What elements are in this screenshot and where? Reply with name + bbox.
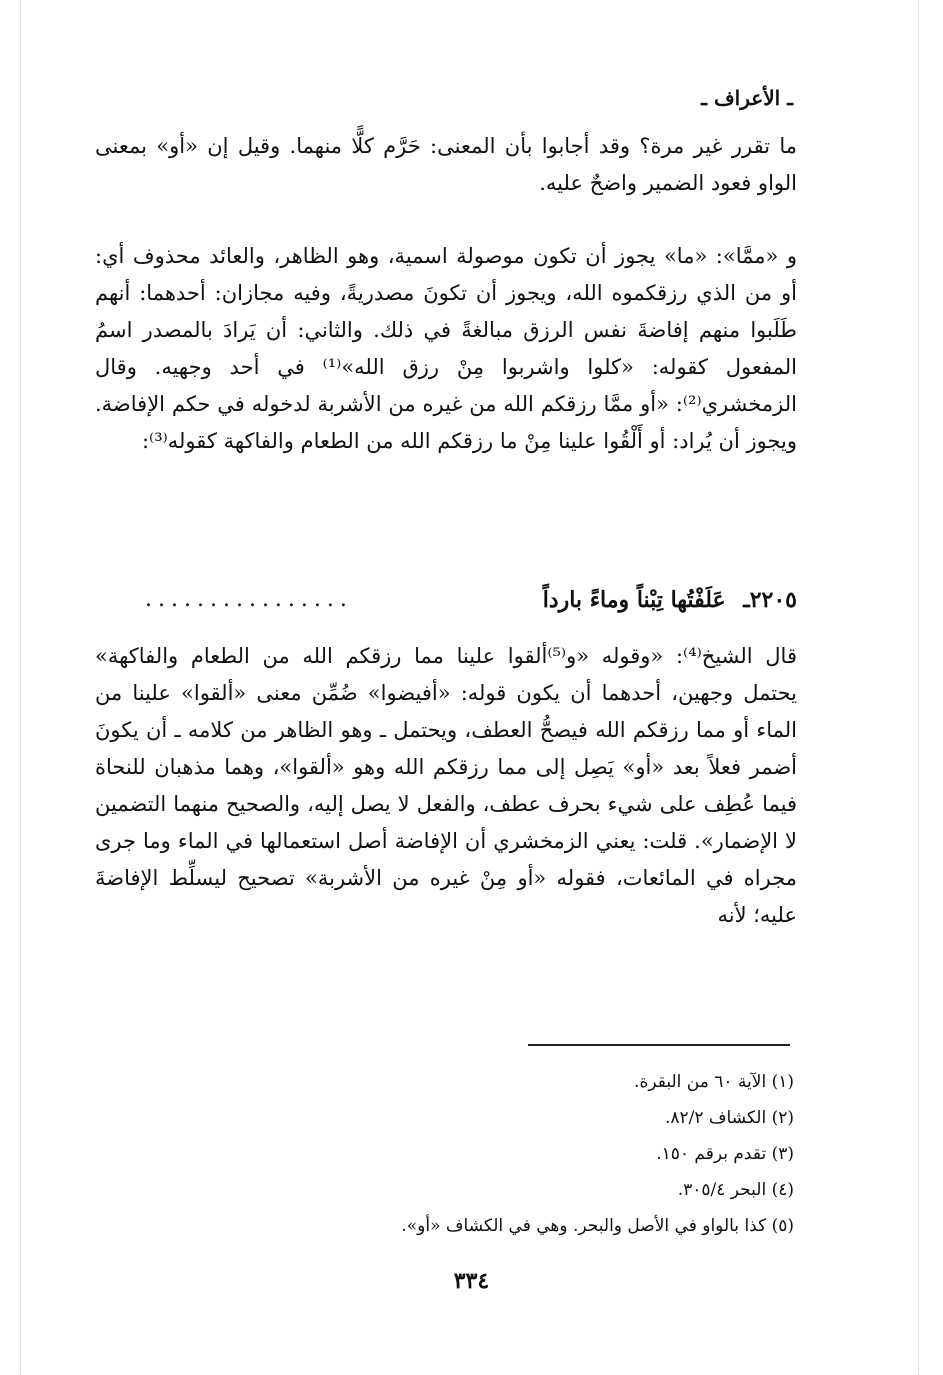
paragraph-3: قال الشيخ⁽⁴⁾: «وقوله «و⁽⁵⁾ألقوا علينا مما رزقكم الله من الطعام والفاكهة» يحتمل وجهين، أحدهما أن يكون قوله: «أفيضوا» ضُمِّن معنى «ألقوا» علينا من الماء أو مما رزقكم الله فيصحُّ العطف، ويحتمل ـ وهو الظاهر من كلامه ـ أن يكونَ أضمر فعلاً بعد «أو» يَصِل إلى مما رزقكم الله وهو «ألقوا»، وهما مذهبان للنحاة فيما عُطِف على شيء بحرف عطف، والفعل لا يصل إليه، والصحيح منهما التضمين لا الإضمار». قلت: يعني الزمخشري أن الإفاضة أصل استعمالها في الماء وما جرى مجراه في المائعات، فقوله «أو مِنْ غيره من الأشربة» تصحيح ليسلِّط الإفاضةَ عليه؛ لأنه xyxy=(95,644,797,927)
verse-number: ٢٢٠٥ـ xyxy=(743,587,797,613)
footnote-item: (٥) كذا بالواو في الأصل والبحر. وهي في الكشاف «أو». xyxy=(401,1216,794,1236)
verse-ellipsis: ................ xyxy=(145,587,353,612)
footnote-divider xyxy=(528,1044,790,1046)
footnote-item: (٤) البحر ٣٠٥/٤. xyxy=(677,1180,794,1200)
page-number: ٣٣٤ xyxy=(453,1268,490,1294)
paragraph-1: ما تقرر غير مرة؟ وقد أجابوا بأن المعنى: حَرَّم كلًّا منهما. وقيل إن «أو» بمعنى الواو فعود الضمير واضحٌ عليه. xyxy=(95,134,797,195)
scan-margin-line-left xyxy=(20,0,21,1375)
footnote-item: (١) الآية ٦٠ من البقرة. xyxy=(634,1072,794,1092)
poetry-verse xyxy=(95,584,797,616)
footnotes-list xyxy=(300,1064,794,1244)
running-header: ـ الأعراف ـ xyxy=(701,86,793,110)
verse-text: عَلَفْتُها تِبْناً وماءً بارداً xyxy=(542,587,726,613)
scan-margin-line-right xyxy=(918,0,919,1375)
footnote-item: (٢) الكشاف ٨٢/٢. xyxy=(664,1108,794,1128)
paragraph-2: و «ممَّا»: «ما» يجوز أن تكون موصولة اسمية، وهو الظاهر، والعائد محذوف أي: أو من الذي رزقكموه الله، ويجوز أن تكونَ مصدريةً، وفيه مجازان: أحدهما: أنهم طَلَبوا منهم إفاضةَ نفس الرزق مبالغةً في ذلك. والثاني: أن يَرادَ بالمصدر اسمُ المفعول كقوله: «كلوا واشربوا مِنْ رزق الله»⁽¹⁾ في أحد وجهيه. وقال الزمخشري⁽²⁾: «أو ممَّا رزقكم الله من غيره من الأشربة لدخوله في حكم الإفاضة. ويجوز أن يُراد: أو أَلْقُوا علينا مِنْ ما رزقكم الله من الطعام والفاكهة كقوله⁽³⁾: xyxy=(95,244,797,453)
footnote-item: (٣) تقدم برقم ١٥٠. xyxy=(656,1144,794,1164)
